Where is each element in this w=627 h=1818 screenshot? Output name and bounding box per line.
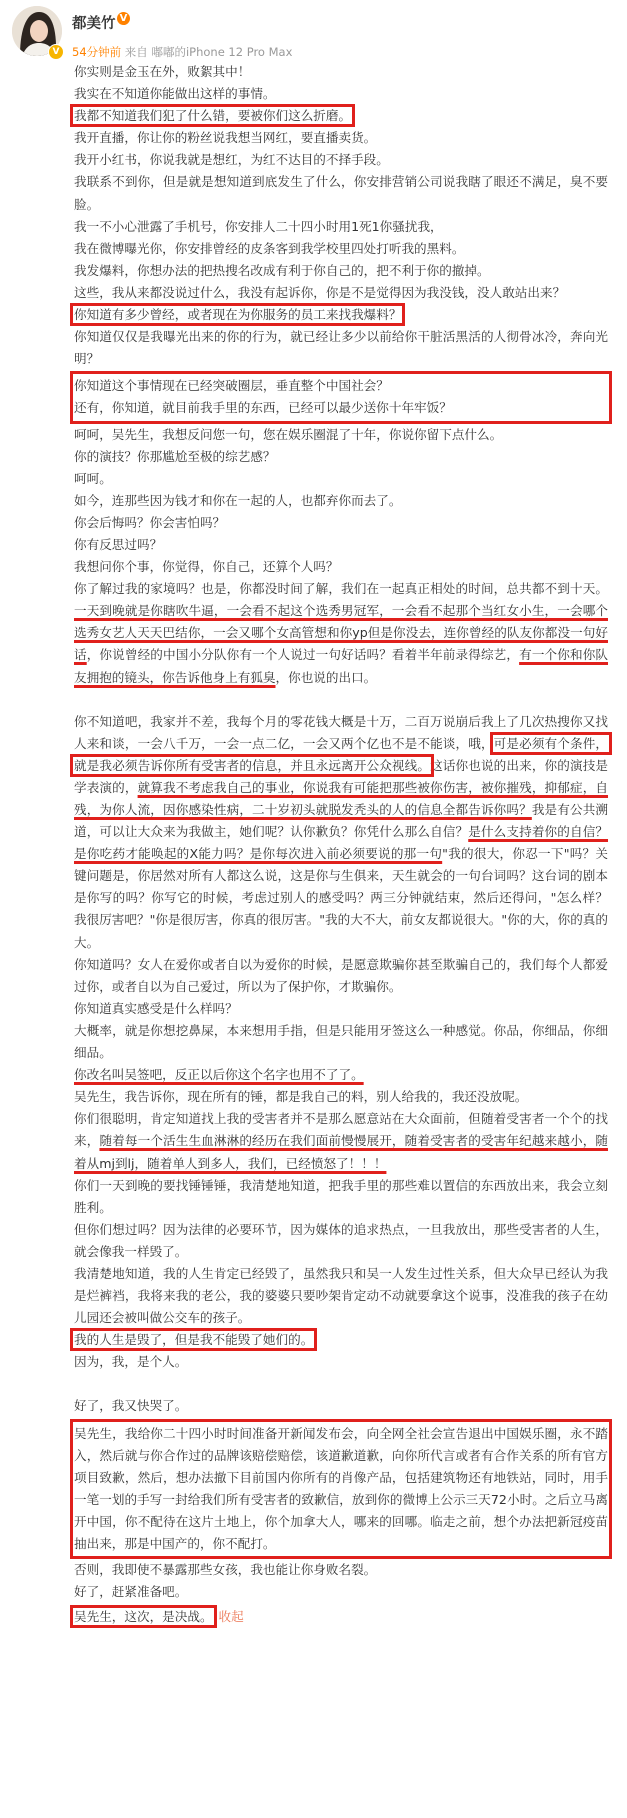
post-paragraph: 但你们想过吗？因为法律的必要环节，因为媒体的追求热点，一旦我放出，那些受害者的人生，就会像我一样毁了。 [74, 1221, 608, 1259]
post-paragraph: 这些，我从来都没说过什么，我没有起诉你，你是不是觉得因为我没钱，没人敢站出来？ [74, 284, 566, 300]
post-paragraph: 我联系不到你，但是就是想知道到底发生了什么，你安排营销公司说我瞎了眼还不满足，臭不要脸。 [74, 174, 608, 212]
highlighted-text: 你知道有多少曾经，或者现在为你服务的员工来找我爆料？ [74, 307, 402, 323]
post-time[interactable]: 54分钟前 [72, 45, 122, 59]
post-paragraph [74, 1064, 608, 1086]
post-paragraph: 你知道仅仅是我曝光出来的你的行为，就已经让多少以前给你干脏活黑活的人彻骨冰冷，奔向光明？ [74, 329, 608, 367]
username[interactable]: 都美竹 [72, 16, 116, 32]
post-paragraph: 吴先生，我告诉你，现在所有的锤，都是我自己的料，别人给我的，我还没放呢。 [74, 1089, 528, 1105]
underlined-text: 一天到晚就是你瞎吹牛逼，一会看不起这个选秀男冠军，一会看不起那个当红女小生，一会哪个选秀女艺人天天巴结你，一会又哪个女高管想和你yp但是你没去，连你曾经的队友你都没一句好话 [74, 603, 608, 663]
underlined-text: 有一个你和你队友拥抱的镜头，你告诉他身上有狐臭 [74, 647, 609, 685]
underlined-text: 就算我不考虑我自己的事业，你说我有可能把那些被你伤害，被你摧残，抑郁症，自残，为你人流，因你感染性病，二十岁初头就脱发秃头的人的信息全都告诉你吗？ [74, 779, 609, 817]
post-paragraph: 因为，我，是个人。 [74, 1354, 188, 1370]
post-paragraph [74, 304, 608, 326]
text-span: 你们很聪明，肯定知道找上我的受害者并不是那么愿意站在大众面前，但随着受害者一个个的找来， [74, 1111, 608, 1149]
underlined-text: 是什么支持着你的自信？是你吃药才能唤起的X能力吗？是你每次进入前必须要说的那一句 [74, 824, 609, 862]
post-paragraph: 我开直播，你让你的粉丝说我想当网红，要直播卖货。 [74, 130, 377, 146]
vip-icon: V [117, 12, 130, 25]
post-paragraph: 我一不小心泄露了手机号，你安排人二十四小时用1死1你骚扰我， [74, 218, 443, 234]
post-paragraph: 呵呵，吴先生，我想反问您一句，您在娱乐圈混了十年，你说你留下点什么。 [74, 426, 503, 442]
post-source: 来自 嘟嘟的iPhone 12 Pro Max [124, 45, 293, 59]
highlighted-block [74, 375, 608, 419]
post-paragraph [74, 1108, 608, 1174]
post-paragraph: 你知道真实感受是什么样吗？ [74, 1000, 238, 1016]
post-paragraph: 好了，赶紧准备吧。 [74, 1584, 188, 1600]
post-paragraph: 还有，你知道，就目前我手里的东西，已经可以最少送你十年牢饭？ [74, 400, 452, 416]
post-paragraph: 好了，我又快哭了。 [74, 1398, 188, 1414]
text-span: 这话你也说的出来，你的演技是学表演的， [74, 757, 609, 795]
post-paragraph: 你实则是金玉在外，败絮其中！ [74, 64, 251, 79]
post-paragraph: 如今，连那些因为钱才和你在一起的人，也都弃你而去了。 [74, 492, 402, 508]
post-paragraph: 我实在不知道你能做出这样的事情。 [74, 86, 276, 102]
post-paragraph [74, 711, 608, 954]
collapse-link[interactable]: 收起 [218, 1609, 244, 1625]
post-body [74, 61, 608, 1628]
post-paragraph: 你知道吗？女人在爱你或者自以为爱你的时候，是愿意欺骗你甚至欺骗自己的，我们每个人都爱过你，或者自以为自己爱过，所以为了保护你，才欺骗你。 [74, 956, 608, 994]
post-paragraph: 我开小红书，你说我就是想红，为红不达目的不择手段。 [74, 152, 389, 168]
post-paragraph: 我在微博曝光你，你安排曾经的皮条客到我学校里四处打听我的黑料。 [74, 240, 465, 256]
post-paragraph: 否则，我即使不暴露那些女孩，我也能让你身败名裂。 [74, 1562, 377, 1578]
verified-icon: V [48, 44, 64, 60]
post-paragraph [74, 578, 608, 688]
post-paragraph: 我清楚地知道，我的人生肯定已经毁了，虽然我只和吴一人发生过性关系，但大众早已经认为我是烂裤裆，我将来我的老公，我的婆婆只要吵架肯定动不动就要拿这个说事，没准我的孩子在幼儿园还会被叫做公交车的孩子。 [74, 1265, 608, 1326]
highlighted-text: 可是必须有个条件，就是我必须告诉你所有受害者的信息，并且永远离开公众视线。 [74, 735, 609, 773]
underlined-text: 随着每一个活生生血淋淋的经历在我们面前慢慢展开，随着受害者的受害年纪越来越小，随着从mj到lj，随着单人到多人，我们，已经愤怒了！！！ [74, 1133, 609, 1171]
highlighted-text: 我的人生是毁了，但是我不能毁了她们的。 [74, 1332, 314, 1348]
post-paragraph [74, 1606, 608, 1628]
post-paragraph [74, 105, 608, 127]
text-span: ，你也说的出口。 [275, 669, 377, 685]
post-paragraph: 呵呵。 [74, 470, 112, 486]
text-span: ，你说曾经的中国小分队你有一个人说过一句好话吗？看着半年前录得综艺， [86, 647, 520, 663]
text-span: 你不知道吧，我家并不差，我每个月的零花钱大概是十万，二百万说崩后我上了几次热搜你又找人来和谈，一会八千万，一会一点二亿，一会又两个亿也不是不能谈，哦， [74, 713, 608, 751]
highlighted-text: 吴先生，这次，是决战。 [74, 1609, 213, 1625]
post-header [0, 0, 627, 64]
post-paragraph: 吴先生，我给你二十四小时时间准备开新闻发布会，向全网全社会宣告退出中国娱乐圈，永不踏入，然后就与你合作过的品牌该赔偿赔偿，该道歉道歉，向你所代言或者有合作关系的所有官方项目致歉，然后，想办法撤下目前国内你所有的肖像产品，包括建筑物还有地铁站，同时，用手一笔一划的手写一封给我们所有受害者的致歉信，放到你的微博上公示三天72小时。之后立马离开中国，你不配待在这片土地上，你个加拿大人，哪来的回哪。临走之前，想个办法把新冠疫苗抽出来，那是中国产的，你不配打。 [74, 1425, 608, 1551]
post-paragraph: 我想问你个事，你觉得，你自己，还算个人吗？ [74, 559, 339, 575]
post-paragraph: 你知道这个事情现在已经突破圈层，垂直整个中国社会？ [74, 378, 389, 394]
post-paragraph [74, 1329, 608, 1351]
underlined-text: 你改名叫吴签吧，反正以后你这个名字也用不了了。 [74, 1067, 364, 1083]
highlighted-text: 我都不知道我们犯了什么错，要被你们这么折磨。 [74, 108, 352, 124]
text-span: 我是有公共溯道，可以让大众来为我做主，她们呢？认你歉负？你凭什么那么自信？ [74, 802, 609, 840]
post-paragraph: 你的演技？你那尴尬至极的综艺感？ [74, 448, 276, 464]
post-meta [72, 44, 292, 60]
post-paragraph: 大概率，就是你想挖鼻屎，本来想用手指，但是只能用牙签这么一种感觉。你品，你细品，你细细品。 [74, 1022, 608, 1061]
post-paragraph: 你有反思过吗？ [74, 536, 163, 552]
text-span: "我的很大，你忍一下"吗？关键问题是，你居然对所有人都这么说，这是你与生俱来，天生就会的一句台词吗？这台词的剧本是你写的吗？你写它的时候，考虑过别人的感受吗？两三分钟就结束，然后还得问，"怎么样？我很厉害吧？"你是很厉害，你真的很厉害。"我的大不大，前女友都说很大。"你的大，你的真的大。 [74, 846, 608, 950]
highlighted-block [74, 1423, 608, 1556]
post-paragraph: 你们一天到晚的要找锤锤锤，我清楚地知道，把我手里的那些难以置信的东西放出来，我会立刻胜利。 [74, 1177, 608, 1215]
post-paragraph: 你会后悔吗？你会害怕吗？ [74, 514, 226, 530]
post-paragraph: 我发爆料，你想办法的把热搜名改成有利于你自己的，把不利于你的撤掉。 [74, 262, 490, 278]
text-span: 你了解过我的家境吗？也是，你都没时间了解，我们在一起真正相处的时间，总共都不到十天。 [74, 581, 608, 597]
